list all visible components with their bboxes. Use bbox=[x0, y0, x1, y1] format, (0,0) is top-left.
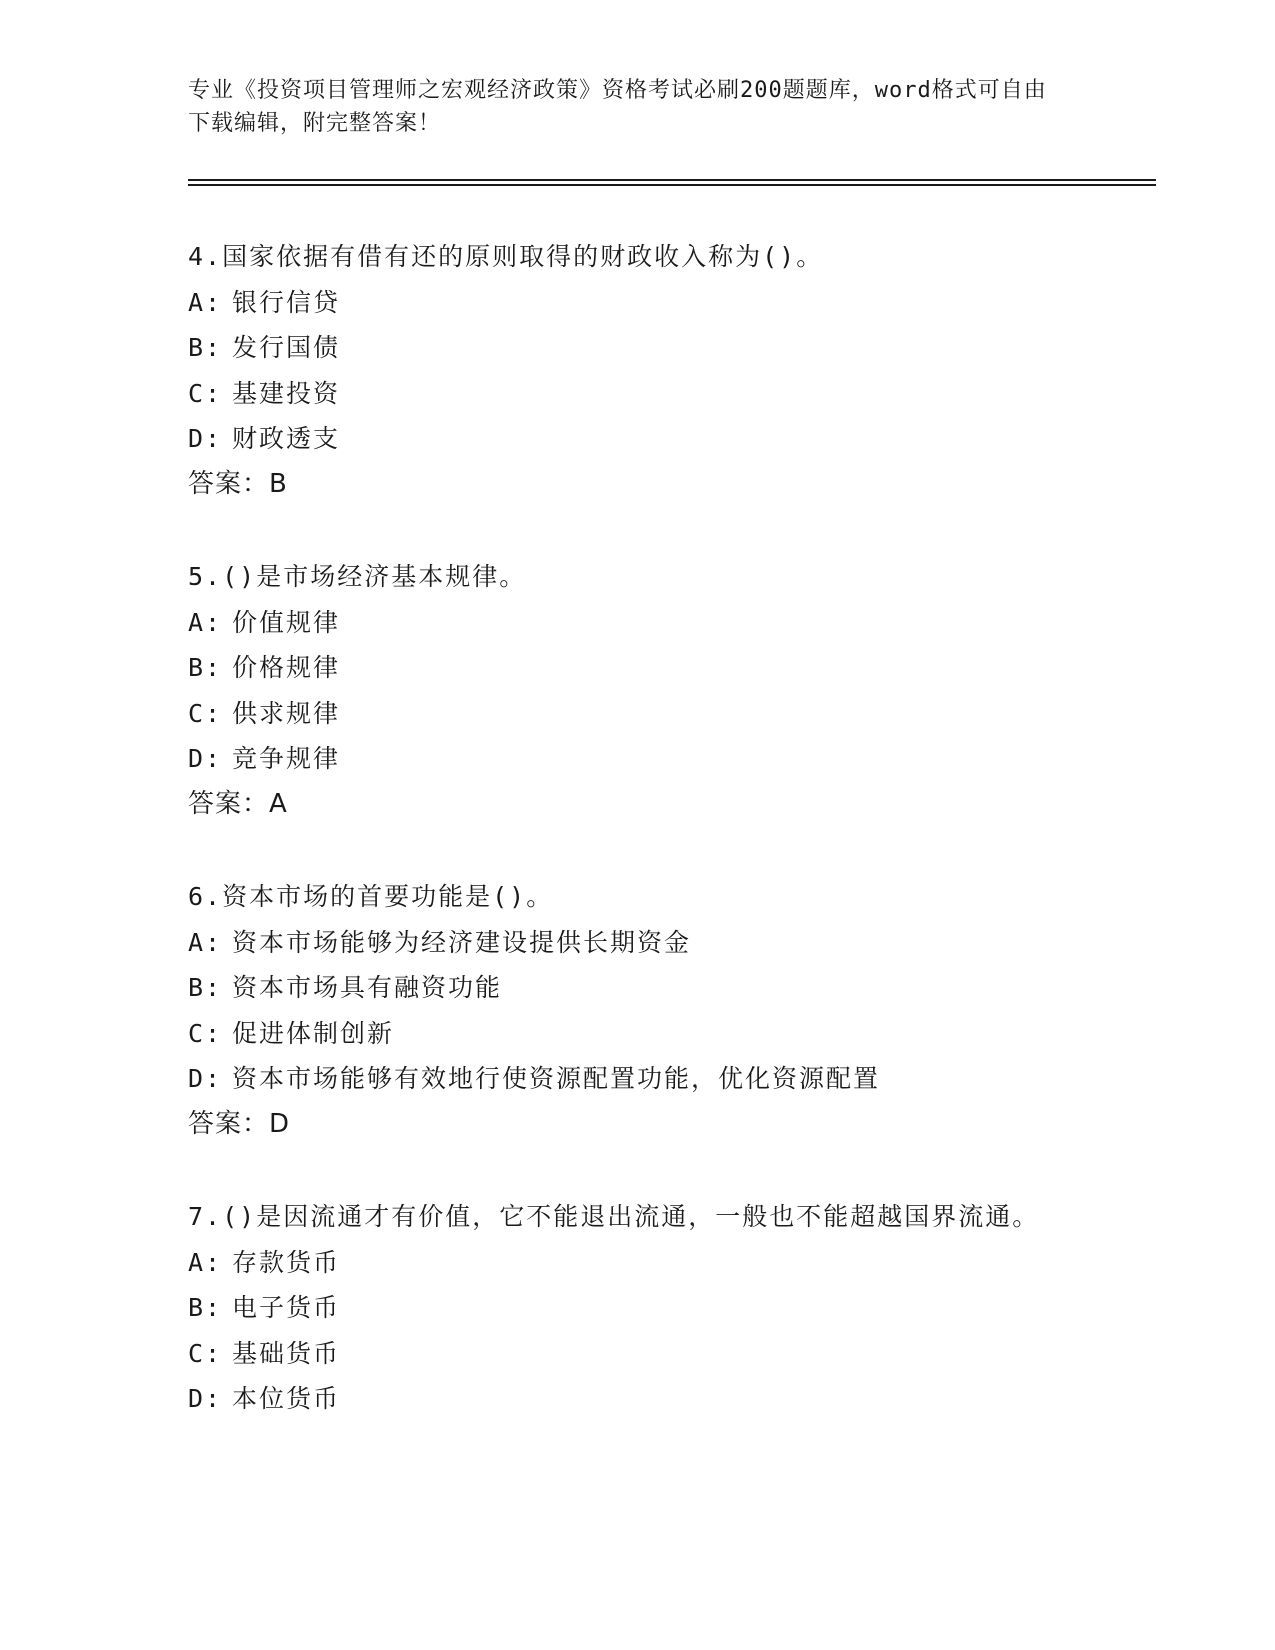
option-c bbox=[188, 1331, 1108, 1377]
option-letter: C: bbox=[188, 698, 223, 728]
option-text: 基础货币 bbox=[232, 1338, 341, 1368]
option-text: 竞争规律 bbox=[232, 744, 341, 773]
option-text: 本位货币 bbox=[232, 1384, 341, 1413]
option-b bbox=[188, 1285, 1108, 1331]
option-b bbox=[188, 325, 1108, 371]
question-7 bbox=[188, 1194, 1108, 1422]
option-c bbox=[188, 691, 1108, 737]
answer-line: 答案：A bbox=[188, 788, 288, 819]
document-header: 专业《投资项目管理师之宏观经济政策》资格考试必刷200题题库，word格式可自由下载编辑，附完整答案！ bbox=[188, 78, 1047, 136]
option-text: 供求规律 bbox=[232, 698, 341, 728]
option-text: 价格规律 bbox=[232, 653, 341, 682]
option-letter: B: bbox=[188, 333, 223, 362]
option-letter: A: bbox=[188, 927, 223, 957]
option-d bbox=[188, 1056, 1108, 1102]
question-stem: 6.资本市场的首要功能是()。 bbox=[188, 882, 554, 911]
option-letter: C: bbox=[188, 378, 223, 408]
option-letter: B: bbox=[188, 973, 223, 1002]
option-letter: D: bbox=[188, 1064, 223, 1093]
question-6 bbox=[188, 874, 1108, 1147]
option-c bbox=[188, 371, 1108, 417]
option-letter: A: bbox=[188, 287, 223, 317]
answer-line: 答案：B bbox=[188, 468, 288, 499]
option-d bbox=[188, 736, 1108, 782]
header-divider-bottom bbox=[188, 184, 1156, 186]
option-b bbox=[188, 645, 1108, 691]
option-text: 电子货币 bbox=[232, 1293, 341, 1322]
option-letter: A: bbox=[188, 1247, 223, 1277]
question-stem: 7.()是因流通才有价值，它不能退出流通，一般也不能超越国界流通。 bbox=[188, 1202, 1040, 1231]
option-text: 银行信贷 bbox=[232, 287, 341, 317]
option-text: 价值规律 bbox=[232, 607, 341, 637]
question-5 bbox=[188, 554, 1108, 827]
option-letter: B: bbox=[188, 1293, 223, 1322]
option-a bbox=[188, 1240, 1108, 1286]
option-letter: D: bbox=[188, 744, 223, 773]
option-letter: A: bbox=[188, 607, 223, 637]
option-text: 促进体制创新 bbox=[232, 1018, 395, 1048]
option-letter: D: bbox=[188, 1384, 223, 1413]
question-stem: 4.国家依据有借有还的原则取得的财政收入称为()。 bbox=[188, 242, 824, 271]
option-letter: C: bbox=[188, 1338, 223, 1368]
option-a bbox=[188, 920, 1108, 966]
option-letter: C: bbox=[188, 1018, 223, 1048]
option-text: 资本市场具有融资功能 bbox=[232, 973, 503, 1002]
option-text: 存款货币 bbox=[232, 1247, 341, 1277]
option-text: 财政透支 bbox=[232, 424, 341, 453]
option-d bbox=[188, 416, 1108, 462]
option-a bbox=[188, 600, 1108, 646]
question-4 bbox=[188, 234, 1108, 507]
option-text: 发行国债 bbox=[232, 333, 341, 362]
option-text: 资本市场能够有效地行使资源配置功能，优化资源配置 bbox=[232, 1064, 881, 1093]
option-d bbox=[188, 1376, 1108, 1422]
option-c bbox=[188, 1011, 1108, 1057]
answer-line: 答案：D bbox=[188, 1108, 291, 1139]
option-letter: D: bbox=[188, 424, 223, 453]
header-divider-top bbox=[188, 179, 1156, 181]
option-b bbox=[188, 965, 1108, 1011]
option-text: 资本市场能够为经济建设提供长期资金 bbox=[232, 927, 692, 957]
option-text: 基建投资 bbox=[232, 378, 341, 408]
question-stem: 5.()是市场经济基本规律。 bbox=[188, 562, 527, 591]
option-letter: B: bbox=[188, 653, 223, 682]
option-a bbox=[188, 280, 1108, 326]
